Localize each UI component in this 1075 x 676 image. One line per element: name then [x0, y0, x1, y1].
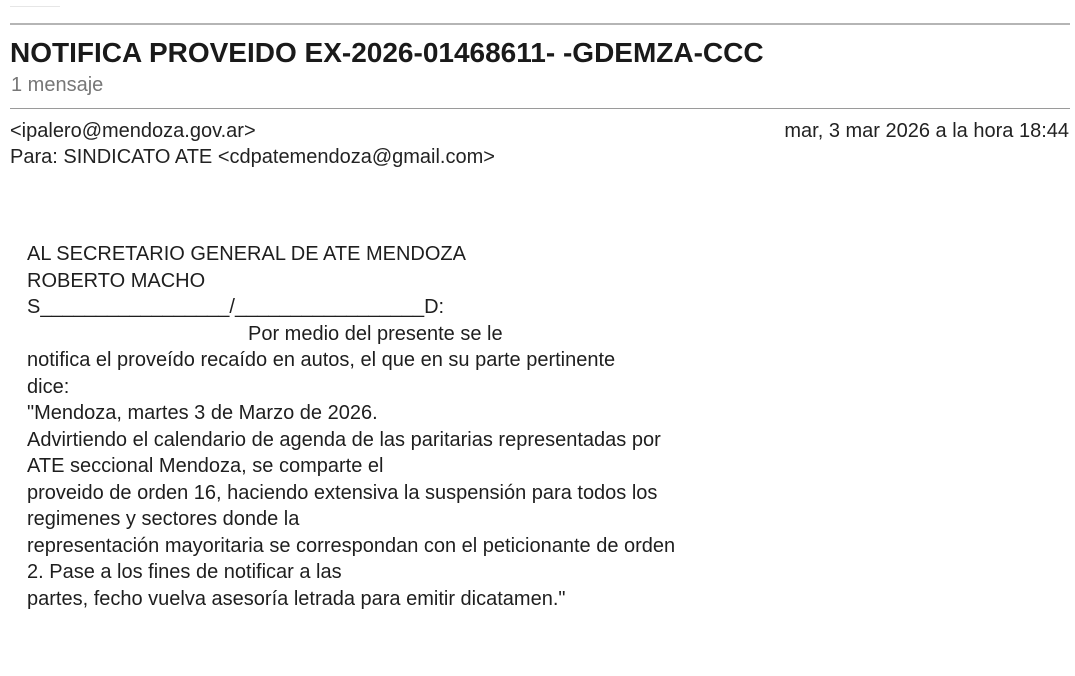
header-divider-top — [10, 23, 1070, 25]
body-line: S_________________/_________________D: — [27, 296, 445, 318]
body-line: representación mayoritaria se correspondan con el peticionante de orden — [27, 534, 676, 557]
email-date: mar, 3 mar 2026 a la hora 18:44 — [784, 120, 1069, 142]
body-line: proveido de orden 16, haciendo extensiva la suspensión para todos los — [27, 481, 658, 504]
message-count: 1 mensaje — [11, 74, 104, 96]
body-line: partes, fecho vuelva asesoría letrada para emitir dicatamen." — [27, 587, 566, 610]
body-line: dice: — [27, 375, 70, 398]
body-line: regimenes y sectores donde la — [27, 508, 300, 530]
email-subject: NOTIFICA PROVEIDO EX-2026-01468611- -GDEMZA-CCC — [10, 37, 764, 68]
body-line: Por medio del presente se le — [248, 322, 503, 345]
sender-address[interactable]: <ipalero@mendoza.gov.ar> — [10, 120, 256, 142]
body-line: notifica el proveído recaído en autos, el que en su parte pertinente — [27, 349, 616, 371]
body-line: "Mendoza, martes 3 de Marzo de 2026. — [27, 402, 378, 424]
body-line: AL SECRETARIO GENERAL DE ATE MENDOZA — [27, 243, 466, 265]
top-edge-mark — [10, 6, 60, 7]
header-divider — [10, 108, 1070, 109]
recipient-line[interactable]: Para: SINDICATO ATE <cdpatemendoza@gmail.com> — [10, 146, 495, 168]
email-body — [27, 241, 675, 612]
body-line: ROBERTO MACHO — [27, 269, 206, 292]
body-line: Advirtiendo el calendario de agenda de las paritarias representadas por — [27, 428, 661, 451]
body-line: 2. Pase a los fines de notificar a las — [27, 561, 342, 583]
body-line: ATE seccional Mendoza, se comparte el — [27, 455, 384, 477]
